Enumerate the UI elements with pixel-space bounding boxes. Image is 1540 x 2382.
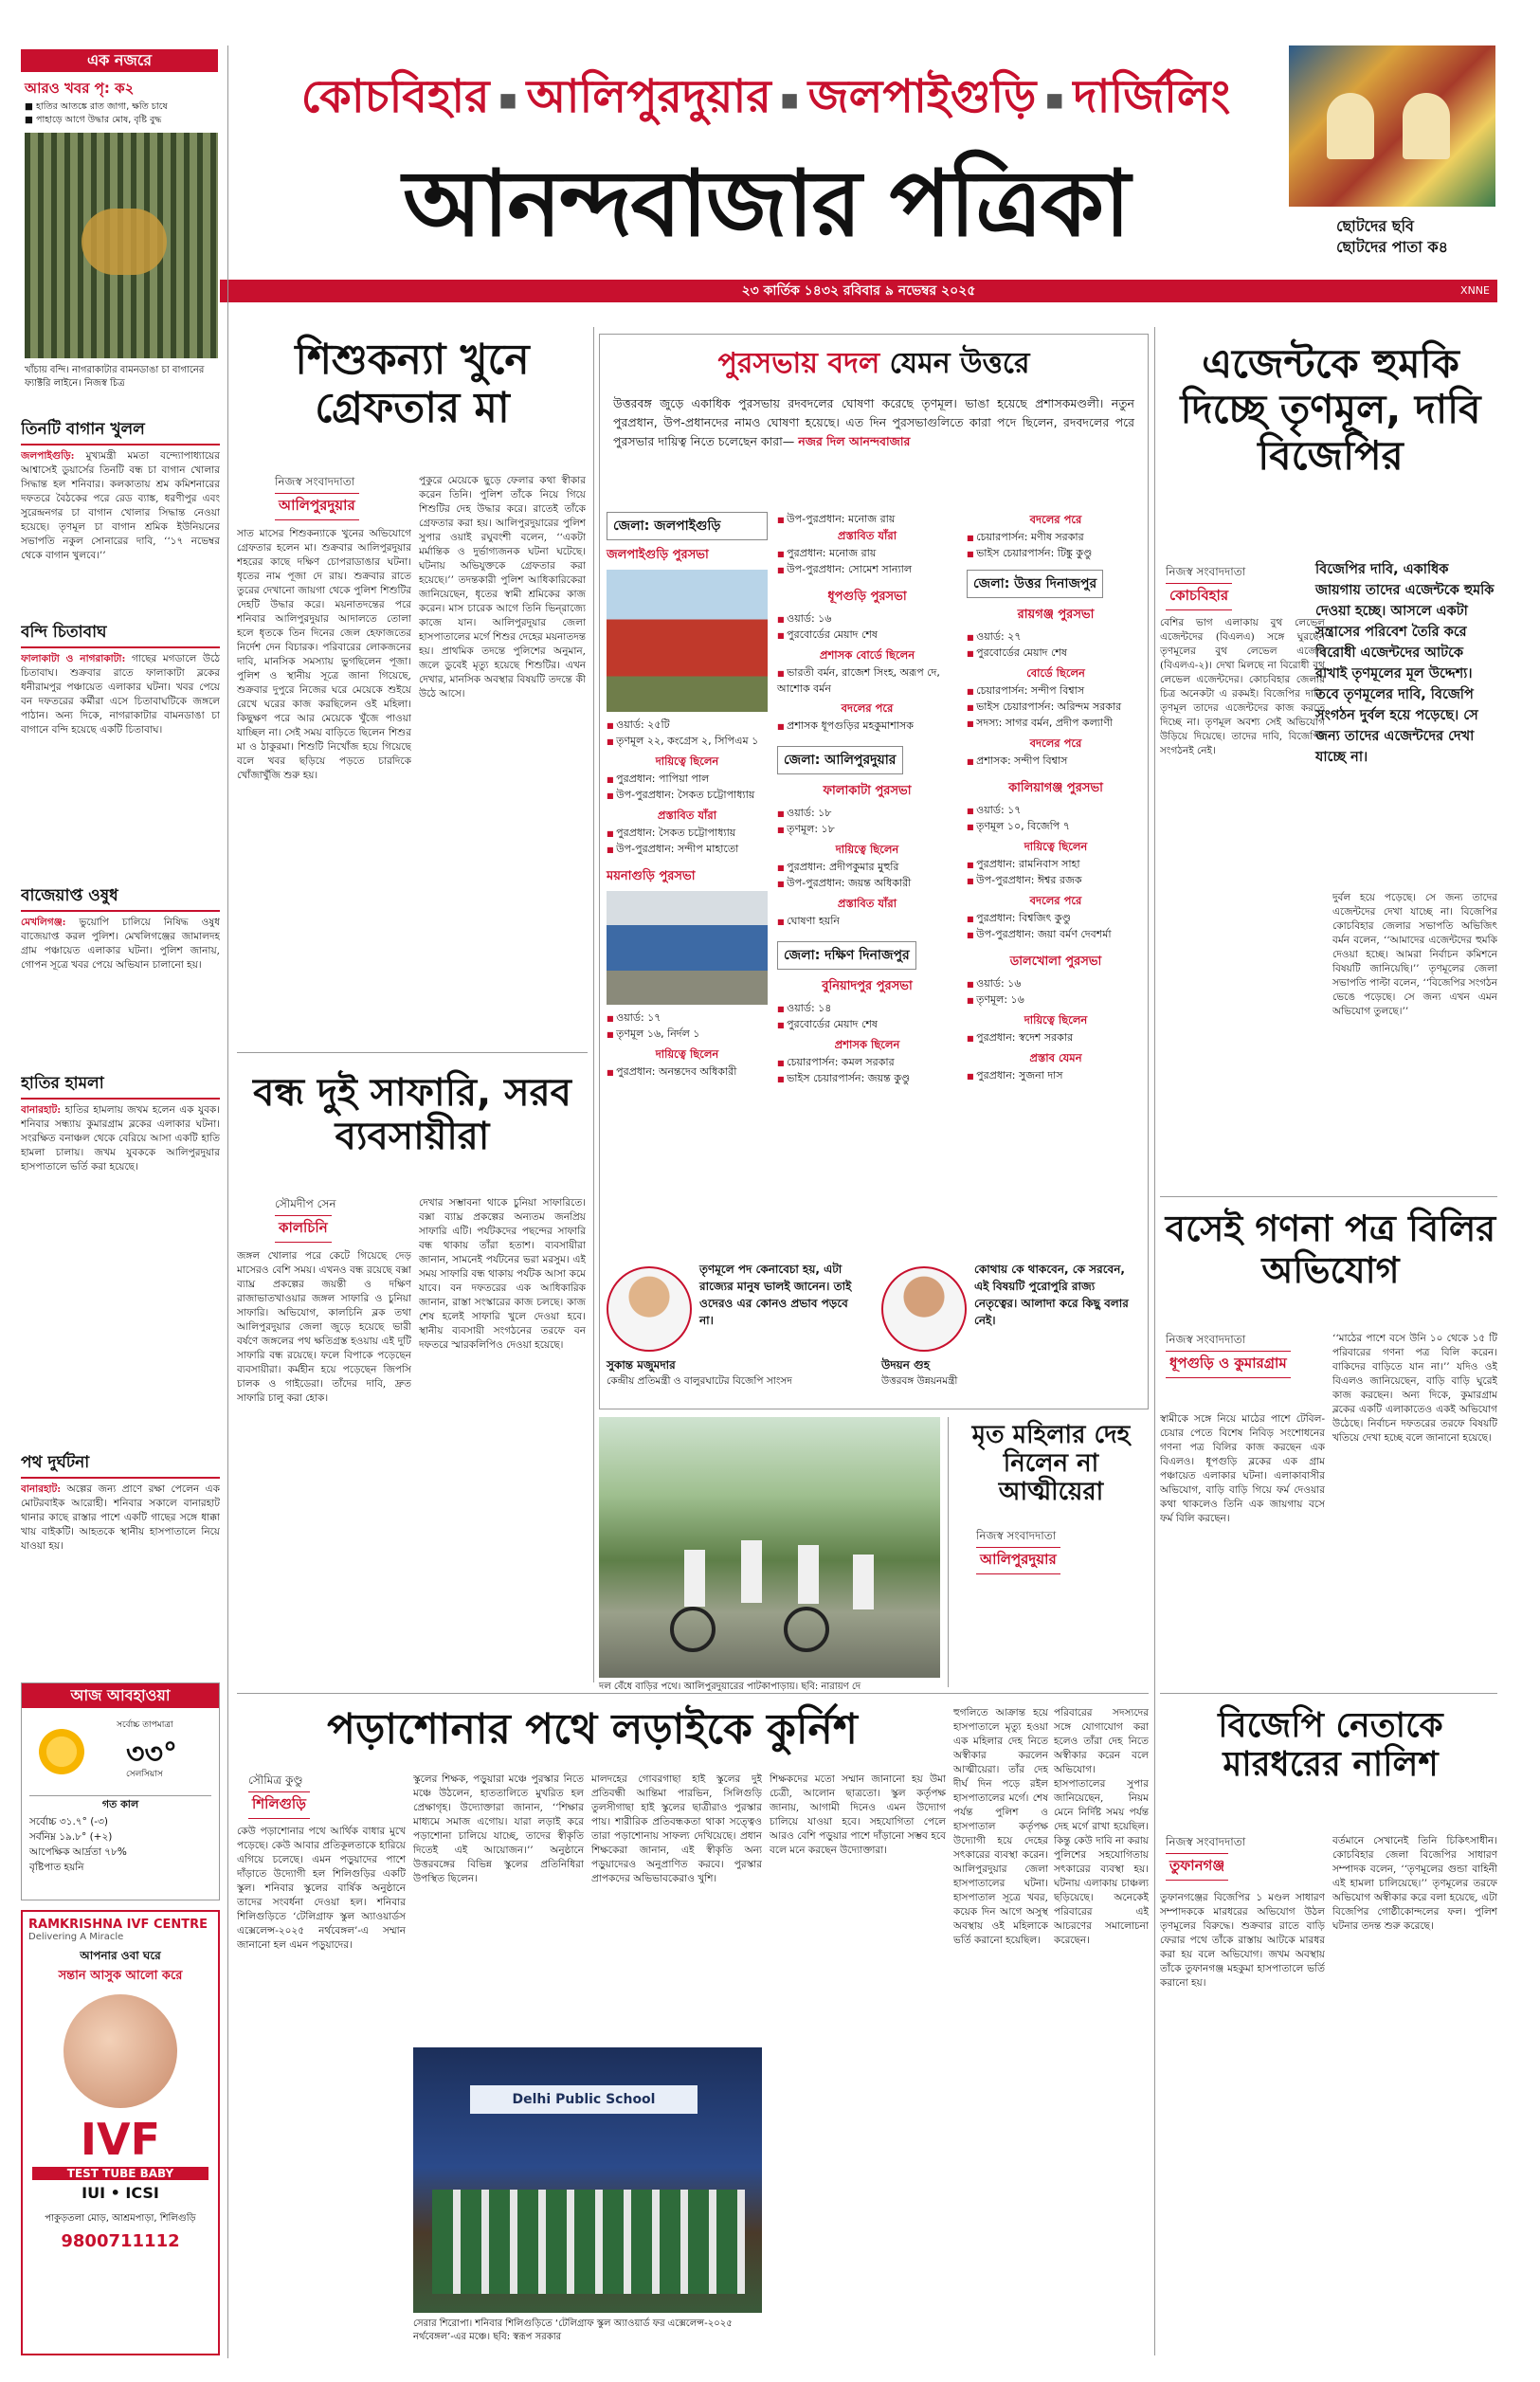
story-d-dateline: কোচবিহার [1166,583,1232,610]
muni-stat: ■ ওয়ার্ড: ২৭ [967,629,1145,646]
cyclist-figure [741,1540,762,1603]
column-rule [948,1417,949,1687]
muni-stat: ■ উপ-পুরপ্রধান: সোমেশ সান্যাল [777,562,957,578]
muni-stat: ■ পুরপ্রধান: রামনিবাস সাহা [967,857,1145,873]
dateline-text: ২৩ কার্তিক ১৪৩২ রবিবার ৯ নভেম্বর ২০২৫ [741,283,976,299]
weather-box [21,1682,220,1900]
story-g-dateline: শিলিগুড়ি [248,1791,310,1819]
muni-stat: ■ চেয়ারপার্সন: সন্দীপ বিশ্বাস [967,683,1145,700]
more-news-link[interactable]: আরও খবর পৃ: ক২ [25,80,135,97]
ad-brand: RAMKRISHNA IVF CENTRE [28,1918,208,1932]
ad-baby-image [63,1994,177,2108]
cyclist-figure [853,1555,874,1609]
side-story-body: মেখলিগঞ্জ: ভুয়োপি চালিয়ে নিষিদ্ধ ওষুধ বাজেয়াপ্ত করল পুলিশ। মেখলিগঞ্জের জামালদহ গ্রাম পঞ্চায়েত এলাকার ঘটনা। পুলিশ জানায়, গোপন সূত্রে খবর পেয়ে অভিযান চালানো হয়। [21,917,220,971]
cyclist-figure [684,1550,705,1607]
muni-stat: ■ ওয়ার্ড: ১৮ [777,806,957,822]
muni-stat: ■ তৃণমূল: ১৬ [967,992,1145,1009]
students-row [432,2190,745,2294]
story-e-col2: ‘‘মাঠের পাশে বসে উনি ১০ থেকে ১৫ টি পরিবারের গণনা পত্র বিলি করেন। বাকিদের বাড়িতে যান না।’’ যদিও ওই বিএলও জানিয়েছেন, বাড়ি বাড়ি ঘুরেই কাজ করছেন। অন্য দিকে, কুমারগ্রাম ব্লকের একটি এলাকাতেও একই অভিযোগ উঠেছে। নির্বাচন দফতরের তরফে বিষয়টি খতিয়ে দেখা হচ্ছে বলে জানানো হয়েছে। [1332,1333,1497,1444]
drawing-figure [1403,93,1450,159]
drawing-figure [1327,93,1374,159]
story-e-headline[interactable]: বসেই গণনা পত্র বিলির অভিযোগ [1165,1208,1496,1291]
muni-stat: ■ পুরবোর্ডের মেয়াদ শেষ [777,1017,957,1033]
sun-icon [35,1725,88,1778]
story-d-col1: বেশির ভাগ এলাকায় বুথ লেভেল এজেন্টদের (বিএলএ) সঙ্গে ঘুরছেন তৃণমূলের বুথ লেভেল এজেন্ট (বিএলএ-২)। দেখা মিলছে না বিরোধী বুথ লেভেল এজেন্টদের। কোচবিহার জেলার চিত্র অনেকটা এ রকমই। বিজেপির দাবি, তৃণমূল তাদের এজেন্টদের কাজ করতে দিচ্ছে না। তৃণমূল অবশ্য সেই অভিযোগ উড়িয়ে দিয়েছে। তাদের দাবি, বিজেপির সংগঠনই নেই। [1160,617,1325,756]
ad-methods: IUI • ICSI [82,2184,159,2202]
column-rule [1154,327,1155,2355]
date-strip [220,280,1497,302]
story-g-headline[interactable]: পড়াশোনার পথে লড়াইকে কুর্নিশ [327,1705,858,1754]
muni-headline[interactable]: পুরসভায় বদল যেমন উত্তরে [717,347,1030,380]
story-f-col1: তুফানগঞ্জের বিজেপির ১ মণ্ডল সাধারণ সম্পাদককে মারধরের অভিযোগ উঠল তৃণমূলের বিরুদ্ধে। শুক্রবার রাতে বাড়ি ফেরার পথে তাঁকে রাস্তায় আটকে মারধর করা হয় বলে অভিযোগ। জখম অবস্থায় তাঁকে তুফানগঞ্জ মহকুমা হাসপাতালে ভর্তি করানো হয়। [1160,1892,1325,1989]
ad-sub: TEST TUBE BABY [32,2167,208,2180]
side-story-title: পথ দুর্ঘটনা [21,1450,220,1479]
side-story-body: ফালাকাটা ও নাগরাকাটা: গাছের মগডালে উঠে চিতাবাঘ। শুক্রবার রাতে ফালাকাটা ব্লকের ধনীরামপুর পঞ্চায়েত এলাকার ঘটনা। খবর পেয়ে বন দফতরের কর্মীরা এসে চিতাবাঘটিকে জঙ্গলে পাঠান। অন্য দিকে, নাগরাকাটার বামনডাঙা চা বাগানে বন্দি হয়েছে একটি চিতাবাঘ। [21,653,220,736]
leopard-shape [82,209,167,275]
story-rule [1160,1196,1497,1197]
muni-sublabel: প্রস্তাবিত যাঁরা [657,809,717,822]
story-rule [1160,1693,1497,1694]
ek-nojore-bullets [25,100,218,127]
muni-stat: ■ চেয়ারপার্সন: কমল সরকার [777,1055,957,1071]
story-c-reporter: নিজস্ব সংবাদদাতা [976,1529,1057,1542]
story-e-dateline: ধূপগুড়ি ও কুমারগ্রাম [1166,1351,1291,1378]
ek-nojore-label: এক নজরে [21,49,218,72]
muni-sublabel: প্রস্তাব যেমন [1029,1051,1082,1064]
side-story-title: বন্দি চিতাবাঘ [21,620,220,648]
muni-sublabel: বদলের পরে [1029,513,1082,526]
story-b-col1: জঙ্গল খোলার পরে কেটে গিয়েছে দেড় মাসেরও বেশি সময়। এখনও বন্ধ রয়েছে বক্সা ব্যাঘ্র প্রকল্পের জয়ন্তী ও দক্ষিণ রাজাভাতখাওয়ার জঙ্গল সাফারি ও চুনিয়া সাফারি। অভিযোগ, কালচিনি ব্লক তথা আলিপুরদুয়ার জেলা জুড়ে হয়েছে ভারী বর্ষণে জঙ্গলের পথ ক্ষতিগ্রস্ত হওয়ায় এই দুটি সাফারি বন্ধ রয়েছে। ফলে বিপাকে পড়েছেন ব্যবসায়ীরা। কর্মহীন হয়ে পড়েছেন জিপসি চালক ও গাইডেরা। তাঁদের দাবি, দ্রুত সাফারি চালু করা হোক। [237,1250,411,1404]
side-story-body: জলপাইগুড়ি: মুখ্যমন্ত্রী মমতা বন্দ্যোপাধ্যায়ের আশ্বাসেই ডুয়ার্সের তিনটি বন্ধ চা বাগান খোলার সিদ্ধান্ত হল শনিবার। কলকাতায় শ্রম কমিশনারের দফতরে বৈঠকের পরে রেড ব্যাঙ্ক, ধরণীপুর এবং সুরেন্দ্রনগর চা বাগান খোলার সিদ্ধান্ত নেওয়া হয়েছে। তৃণমূল চা বাগান শ্রমিক ইউনিয়নের সভাপতি নকুল সোনারের দাবি, ‘‘১৭ নভেম্বর থেকে বাগান খুলবে।’’ [21,450,220,561]
muni-stat: ■ সদস্য: সাগর বর্মন, প্রদীপ কল্যাণী [967,716,1145,732]
district-label: জেলা: উত্তর দিনাজপুর [967,570,1103,598]
story-b-col2: দেখার সম্ভাবনা থাকে চুনিয়া সাফারিতে। বক্সা ব্যাঘ্র প্রকল্পের অন্যতম জনপ্রিয় সাফারি এটি। পর্যটকদের পছন্দের সাফারি বন্ধ থাকায় তাঁরা হতাশ। ব্যবসায়ীরা জানান, সামনেই পর্যটনের ভরা মরসুম। এই সময় সাফারি বন্ধ থাকায় পর্যটক আসা কমে যাবে। বন দফতরের এক আধিকারিক জানান, রাস্তা সংস্কারের কাজ চলছে। কাজ শেষ হলেই সাফারি খুলে দেওয়া হবে। স্থানীয় ব্যবসায়ী সংগঠনের তরফে বন দফতরে স্মারকলিপিও দেওয়া হয়েছে। [419,1197,586,1351]
muni-stat: ■ উপ-পুরপ্রধান: মনোজ রায় [777,512,957,528]
ivf-ad[interactable] [21,1910,220,2355]
muni-stat: ■ পুরপ্রধান: সুজনা দাস [967,1068,1145,1084]
muni-stat: ■ প্রশাসক ধূপগুড়ির মহকুমাশাসক [777,718,957,735]
story-d-reporter: নিজস্ব সংবাদদাতা [1166,565,1246,578]
quote-text: তৃণমূলে পদ কেনাবেচা হয়, এটা রাজ্যের মানুষ ভালই জানেন। তাই ওদেরও এর কোনও প্রভাব পড়বে না। [699,1263,852,1327]
side-story-body: বানারহাট: অল্পের জন্য প্রাণে রক্ষা পেলেন এক মোটরবাইক আরোহী। শনিবার সকালে বানারহাট থানার কাছে রাস্তার পাশে একটি গাছের সঙ্গে ধাক্কা খায় বাইকটি। আহতকে স্থানীয় হাসপাতালে নিয়ে যাওয়া হয়। [21,1483,220,1552]
muni-stat: ■ পুরবোর্ডের মেয়াদ শেষ [967,646,1145,662]
ad-line: আপনার ওবা ঘরে [80,1949,161,1962]
district-label: জেলা: জলপাইগুড়ি [607,512,768,540]
column-rule [593,327,594,1682]
award-banner: Delhi Public School [470,2085,698,2114]
quote-name: সুকান্ত মজুমদার [607,1358,676,1372]
story-d-headline[interactable]: এজেন্টকে হুমকি দিচ্ছে তৃণমূল, দাবি বিজেপির [1180,340,1481,479]
edition-code: XNNE [1460,284,1490,297]
muni-title: ডালখোলা পুরসভা [1009,955,1102,969]
muni-stat: ■ উপ-পুরপ্রধান: ঈশ্বর রজক [967,873,1145,889]
muni-stat: ■ ওয়ার্ড: ১৭ [967,803,1145,819]
quote-text: কোথায় কে থাকবেন, কে সরবেন, এই বিষয়টি পুরোপুরি রাজ্য নেতৃত্বের। আলাদা করে কিছু বলার নেই। [974,1263,1129,1327]
story-g-col3: মালদহের গোবরগাছা হাই স্কুলের দুই প্রতিবন্ধী আন্তিমা পারভিন, সিলিগুড়ি তুলসীগাছা হাই স্কুলের ছাত্রীরাও পুরস্কার পায়। শারীরিক প্রতিবন্ধকতা থাকা সত্ত্বেও তারা পড়াশোনায় সাফল্য দেখিয়েছে। প্রধান শিক্ষকেরা জানান, এই স্বীকৃতি অন্য পড়ুয়াদেরও অনুপ্রাণিত করবে। পুরস্কার প্রাপকদের অভিভাবকেরাও খুশি। [591,1773,762,1884]
region-separator: ■ [780,88,799,111]
story-c-headline[interactable]: মৃত মহিলার দেহ নিলেন না আত্মীয়েরা [971,1421,1131,1506]
muni-title: রায়গঞ্জ পুরসভা [1017,608,1095,622]
jalpaiguri-municipality-photo [607,570,768,712]
muni-stat: ■ ভারতী বর্মন, রাজেশ সিংহ, অরূপ দে, আশোক বর্মন [777,665,957,697]
muni-stat: ■ পুরপ্রধান: পাপিয়া পাল [607,772,768,788]
muni-stat: ■ পুরপ্রধান: অনন্তদেব অধিকারী [607,1064,768,1081]
muni-stat: ■ তৃণমূল ২২, কংগ্রেস ২, সিপিএম ১ [607,734,768,750]
muni-title: ধূপগুড়ি পুরসভা [827,590,907,604]
weather-row: সর্বোচ্চ ৩১.৭° (-৩) [29,1816,109,1827]
side-story-title: বাজেয়াপ্ত ওষুধ [21,883,220,912]
district-label: জেলা: দক্ষিণ দিনাজপুর [777,941,916,970]
muni-stat: ■ পুরবোর্ডের মেয়াদ শেষ [777,627,957,644]
ad-line: সন্তান আসুক আলো করে [58,1969,183,1983]
ad-ivf-big: IVF [80,2114,161,2165]
muni-col1 [607,512,768,1081]
quote-role: কেন্দ্রীয় প্রতিমন্ত্রী ও বালুরঘাটের বিজেপি সাংসদ [607,1375,792,1387]
left-rail-accident [21,1450,220,1668]
girls-cycling-photo [599,1417,940,1678]
muni-sublabel: বদলের পরে [841,701,894,715]
muni-title: ফালাকাটা পুরসভা [823,784,912,798]
region-coochbehar: কোচবিহার [300,69,490,123]
ad-phone[interactable]: 9800711112 [61,2231,180,2251]
story-a-headline[interactable]: শিশুকন্যা খুনে গ্রেফতার মা [295,336,530,432]
story-b-reporter: সৌমদীপ সেন [275,1197,336,1210]
story-c-col2: পরিবারের সদস্যদের সঙ্গে যোগাযোগ করা হলেও তাঁরা দেহ নিতে অস্বীকার করেন বলে অভিযোগ। হাসপাতালের সুপার জানিয়েছেন, নিয়ম মেনে নির্দিষ্ট সময় পর্যন্ত দেহ মর্গে রাখা হয়েছিল। কিন্তু কেউ দাবি না করায় পুলিশের সহযোগিতায় সৎকারের ব্যবস্থা হয়। ঘটনায় এলাকায় চাঞ্চল্য ছড়িয়েছে। অনেকেই পরিবারের এই আচরণের সমালোচনা করেছেন। [1054,1707,1149,1946]
muni-title: বুনিয়াদপুর পুরসভা [822,979,913,993]
district-label: জেলা: আলিপুরদুয়ার [777,746,903,774]
max-temp-label: সর্বোচ্চ তাপমাত্রা [117,1720,173,1730]
sukanta-photo [607,1266,692,1352]
bicycle-wheel [670,1607,716,1652]
quote-role: উত্তরবঙ্গ উন্নয়নমন্ত্রী [881,1375,958,1387]
temp-unit: সেলসিয়াস [126,1770,163,1779]
story-a-dateline: আলিপুরদুয়ার [275,493,359,520]
promo-line: ছোটদের ছবি [1336,217,1414,235]
muni-sublabel: দায়িত্বে ছিলেন [655,755,719,768]
muni-title: কালিয়াগঞ্জ পুরসভা [1008,781,1103,795]
bullet-item: ■ হাতির আতঙ্কে রাত জাগা, ক্ষতি চাষে [25,101,168,112]
story-e-col1: স্বামীকে সঙ্গে নিয়ে মাঠের পাশে টেবিল-চেয়ার পেতে বিশেষ নিবিড় সংশোধনের গণনা পত্র বিলির কাজ করছেন এক বিএলও। ধূপগুড়ি ব্লকের এক গ্রাম পঞ্চায়েত এলাকার ঘটনা। এলাকাবাসীর অভিযোগ, বাড়ি বাড়ি গিয়ে ফর্ম দেওয়ার কথা থাকলেও তিনি এক জায়গায় বসে ফর্ম বিলি করছেন। [1160,1413,1325,1524]
kids-promo[interactable] [1336,216,1497,258]
muni-intro: উত্তরবঙ্গ জুড়ে একাধিক পুরসভায় রদবদলের ঘোষণা করেছে তৃণমূল। ভাঙা হয়েছে প্রশাসকমণ্ডলী। নতুন পুরপ্রধান, উপ-প্রধানদের নামও ঘোষণা হয়েছে। এত দিন পুরসভাগুলিতে কারা পদে ছিলেন, রদবদলের পরে পুরসভার দায়িত্ব নিতে চলেছেন কারা— নজর দিল আনন্দবাজার [613,396,1134,448]
quote-left-box [607,1261,862,1403]
muni-stat: ■ উপ-পুরপ্রধান: জয়ন্ত অধিকারী [777,876,957,892]
region-separator: ■ [498,88,517,111]
muni-stat: ■ পুরপ্রধান: মনোজ রায় [777,546,957,562]
story-f-col2: বর্তমানে সেখানেই তিনি চিকিৎসাধীন। কোচবিহার জেলা বিজেপির সাধারণ সম্পাদক বলেন, ‘‘তৃণমূলের গুন্ডা বাহিনী এই হামলা চালিয়েছে।’’ তৃণমূলের তরফে অভিযোগ অস্বীকার করে বলা হয়েছে, এটা বিজেপির গোষ্ঠীকোন্দলের ফল। পুলিশ ঘটনার তদন্ত শুরু করেছে। [1332,1835,1497,1932]
muni-stat: ■ উপ-পুরপ্রধান: সন্দীপ মাহাতো [607,842,768,858]
story-b-headline[interactable]: বন্ধ দুই সাফারি, সরব ব্যবসায়ীরা [253,1071,571,1158]
story-d-pullquote: বিজেপির দাবি, একাধিক জায়গায় তাদের এজেন্টকে হুমকি দেওয়া হচ্ছে। আসলে একটা সন্ত্রাসের পরিবেশ তৈরি করে বিরোধী এজেন্টদের আটকে রাখাই তৃণমূলের মূল উদ্দেশ্য। তবে তৃণমূলের দাবি, বিজেপি সংগঠন দুর্বল হয়ে পড়েছে। সে জন্য তাদের এজেন্টদের দেখা যাচ্ছে না। [1315,562,1495,765]
story-g-col2: স্কুলের শিক্ষক, পড়ুয়ারা মঞ্চে পুরস্কার নিতে মঞ্চে উঠলেন, হাততালিতে মুখরিত হল প্রেক্ষাগৃহ। উদ্যোক্তারা জানান, ‘‘শিক্ষার মাধ্যমে সমাজ এগোয়। যারা লড়াই করে পড়াশোনা চালিয়ে যাচ্ছে, তাদের স্বীকৃতি দিতেই এই আয়োজন।’’ অনুষ্ঠানে উত্তরবঙ্গের বিভিন্ন স্কুলের প্রতিনিধিরা উপস্থিত ছিলেন। [413,1773,584,1884]
muni-stat: ■ প্রশাসক: সন্দীপ বিশ্বাস [967,754,1145,770]
muni-stat: ■ চেয়ারপার্সন: মণীষ সরকার [967,530,1145,546]
promo-line: ছোটদের পাতা ক৪ [1336,238,1449,256]
left-rail-stories [21,417,220,1441]
muni-sublabel: দায়িত্বে ছিলেন [655,1047,719,1061]
leopard-photo-caption: খাঁচায় বন্দি। নাগরাকাটার বামনডাঙা চা বাগানের ফ্যাক্টরি লাইনে। নিজস্ব চিত্র [25,365,205,389]
weather-rows [29,1814,211,1875]
newspaper-title: আনন্দবাজার পত্রিকা [403,150,1129,257]
region-jalpaiguri: জলপাইগুড়ি [807,69,1037,123]
muni-sublabel: বদলের পরে [1029,894,1082,907]
muni-stat: ■ ওয়ার্ড: ১৬ [777,611,957,627]
muni-stat: ■ উপ-পুরপ্রধান: জয়া বর্মণ দেবশর্মা [967,927,1145,943]
story-f-headline[interactable]: বিজেপি নেতাকে মারধরের নালিশ [1218,1706,1443,1785]
muni-sublabel: প্রশাসক ছিলেন [834,1038,900,1051]
mainaguri-municipality-photo [607,891,768,1005]
muni-stat: ■ ভাইস চেয়ারপার্সন: অরিন্দম সরকার [967,700,1145,716]
muni-stat: ■ উপ-পুরপ্রধান: সৈকত চট্টোপাধ্যায় [607,788,768,804]
story-rule [237,1693,1149,1694]
story-c-col1: হুগলিতে আক্রান্ত হয়ে হাসপাতালে মৃত্যু হওয়া এক মহিলার দেহ নিতে অস্বীকার করলেন আত্মীয়েরা। তাঁর দেহ দীর্ঘ দিন পড়ে রইল হাসপাতালের মর্গে। শেষ পর্যন্ত পুলিশ ও হাসপাতাল কর্তৃপক্ষ উদ্যোগী হয়ে দেহের সৎকারের ব্যবস্থা করেন। আলিপুরদুয়ার জেলা হাসপাতালের ঘটনা। হাসপাতাল সূত্রে খবর, কয়েক দিন আগে অসুস্থ অবস্থায় ওই মহিলাকে ভর্তি করানো হয়েছিল। [953,1707,1048,1946]
muni-sublabel: প্রস্তাবিত যাঁরা [837,897,897,910]
muni-stat: ■ ওয়ার্ড: ১৬ [967,976,1145,992]
quote-right-box [881,1261,1142,1403]
region-banner [254,66,1277,133]
story-d-col2: দুর্বল হয়ে পড়েছে। সে জন্য তাদের এজেন্টদের দেখা যাচ্ছে না। বিজেপির কোচবিহার জেলার সভাপতি অভিজিৎ বর্মন বলেন, ‘‘আমাদের এজেন্টদের হুমকি দেওয়া হচ্ছে। আমরা নির্বাচন কমিশনে বিষয়টি জানিয়েছি।’’ তৃণমূলের জেলা সভাপতি পাল্টা বলেন, ‘‘বিজেপির সংগঠন ভেঙে পড়েছে। সে জন্য এখন এমন অভিযোগ তুলছে।’’ [1332,892,1497,1017]
story-e-reporter: নিজস্ব সংবাদদাতা [1166,1333,1246,1346]
award-ceremony-photo [413,2047,762,2313]
story-a-col1: সাত মাসের শিশুকন্যাকে খুনের অভিযোগে গ্রেফতার হলেন মা। শুক্রবার আলিপুরদুয়ার শহরের কাছে দক্ষিণ চোপরাডাঙার ঘটনা। ধৃতের নাম পূজা দে রায়। শুক্রবার রাতে তুরের দেখানো জায়গা থেকে পুলিশ শিশুটির দেহটি উদ্ধার করে। ময়নাতদন্তের পরে শনিবার আলিপুরদুয়ার আদালতে তোলা হলে ধৃতকে তিন দিনের জেল হেফাজতের নির্দেশ দেন বিচারক। পরিবারের লোকজনের দাবি, মানসিক সমস্যায় ভুগছিলেন পূজা। পুলিশ ও স্থানীয় সূত্রে জানা গিয়েছে, শুক্রবার দুপুরে নিজের ঘরে মেয়েকে শুইয়ে রেখে ঘরের কাজ করছিলেন ওই মহিলা। কিছুক্ষণ পরে আর মেয়েকে খুঁজে পাওয়া যাচ্ছিল না। সেই সময় বাড়িতে ছিলেন শিশুর মা ও ঠাকুরমা। শিশুটি নিখোঁজ হয়ে গিয়েছে বলে খবর ছড়িয়ে পড়তে চারদিকে খোঁজাখুঁজি শুরু হয়। [237,528,411,781]
muni-stat: ■ ভাইস চেয়ারপার্সন: টিঙ্কু কুণ্ডু [967,546,1145,562]
muni-sublabel: দায়িত্বে ছিলেন [835,843,899,856]
muni-stat: ■ ওয়ার্ড: ২৫টি [607,718,768,734]
region-separator: ■ [1045,88,1064,111]
weather-row: আপেক্ষিক আর্দ্রতা ৭৮% [29,1846,127,1858]
muni-sublabel: দায়িত্বে ছিলেন [1024,1013,1088,1027]
muni-stat: ■ পুরপ্রধান: স্বদেশ সরকার [967,1030,1145,1046]
udayan-photo [881,1266,967,1352]
muni-sublabel: প্রস্তাবিত যাঁরা [837,529,897,542]
muni-title: ময়নাগুড়ি পুরসভা [607,869,696,883]
story-a-reporter: নিজস্ব সংবাদদাতা [275,475,355,488]
muni-stat: ■ তৃণমূল ১৬, নির্দল ১ [607,1027,768,1043]
cyclist-figure [798,1545,819,1604]
max-temp: ৩৩° [126,1737,178,1771]
column-rule [227,45,228,2358]
yesterday-label: গত কাল [29,1795,211,1814]
award-photo-caption: সেরার শিরোপা। শনিবার শিলিগুড়িতে ‘টেলিগ্রাফ স্কুল অ্যাওয়ার্ড ফর এক্সেলেন্স-২০২৫ নর্থবেঙ্গল’-এর মঞ্চে। ছবি: স্বরূপ সরকার [413,2318,733,2342]
region-darjeeling: দার্জিলিং [1073,69,1231,123]
ad-address: পাকুড়তলা মোড়, আশ্রমপাড়া, শিলিগুড়ি [45,2213,196,2224]
ek-nojore-tag [21,49,218,72]
muni-title: জলপাইগুড়ি পুরসভা [607,548,709,562]
quote-name: উদয়ন গুহ [881,1358,931,1372]
muni-stat: ■ পুরপ্রধান: প্রদীপকুমার মুহুরি [777,860,957,876]
region-alipurduar: আলিপুরদুয়ার [526,69,771,123]
kids-drawing-image [1289,45,1495,207]
story-b-dateline: কালচিনি [275,1215,332,1243]
weather-row: বৃষ্টিপাত হয়নি [29,1862,84,1873]
muni-stat: ■ পুরপ্রধান: সৈকত চট্টোপাধ্যায় [607,826,768,842]
muni-stat: ■ ভাইস চেয়ারপার্সন: জয়ন্ত কুণ্ডু [777,1071,957,1087]
story-a-col2: পুকুরে মেয়েকে ছুড়ে ফেলার কথা স্বীকার করেন তিনি। পুলিশ তাঁকে নিয়ে গিয়ে শিশুটির দেহ উদ্ধার করে। রাতেই তাঁকে গ্রেফতার করা হয়। আলিপুরদুয়ারের পুলিশ সুপার ওয়াই রঘুবংশী বলেন, ‘‘একটা মর্মান্তিক ও দুর্ভাগ্যজনক ঘটনা ঘটেছে। ঘটনায় অভিযুক্তকে গ্রেফতার করা হয়েছে।’’ তদন্তকারী পুলিশ আধিকারিকেরা জানিয়েছেন, ধৃতের স্বামী শ্রমিকের কাজ করেন। মাস চারেক আগে তিনি ভিন্‌রাজ্যে কাজে যান। আলিপুরদুয়ার জেলা হাসপাতালের মর্গে শিশুর দেহের ময়নাতদন্ত হয়। প্রাথমিক তদন্তে পুলিশের অনুমান, জলে ডুবেই মৃত্যু হয়েছে শিশুটির। এখন দেখার, মানসিক অবস্থার বিষয়টি তদন্তে কী উঠে আসে। [419,475,586,700]
muni-stat: ■ ওয়ার্ড: ১৪ [777,1001,957,1017]
muni-sublabel: বদলের পরে [1029,736,1082,750]
muni-stat: ■ ঘোষণা হয়নি [777,914,957,930]
muni-col2 [777,512,957,1087]
muni-col3 [967,512,1145,1084]
story-rule [237,1052,588,1053]
muni-stat: ■ পুরপ্রধান: বিশ্বজিৎ কুণ্ডু [967,911,1145,927]
side-story-body: বানারহাট: হাতির হামলায় জখম হলেন এক যুবক। শনিবার সন্ধ্যায় কুমারগ্রাম ব্লকের এলাকার ঘটনা। সংরক্ষিত বনাঞ্চল থেকে বেরিয়ে আসা একটি হাতি হামলা চালায়। জখম যুবককে আলিপুরদুয়ার হাসপাতালে ভর্তি করা হয়েছে। [21,1104,220,1173]
side-story-title: হাতির হামলা [21,1071,220,1100]
bicycle-wheel [784,1607,829,1652]
weather-row: সর্বনিম্ন ১৯.৮° (+২) [29,1831,113,1843]
side-story-title: তিনটি বাগান খুলল [21,417,220,445]
story-g-col4: শিক্ষকদের মতো সম্মান জানানো হয় উমা চেত্রী, আলোন ছাত্রতো। স্কুল কর্তৃপক্ষ জানায়, আগামী দিনেও এমন উদ্যোগ চালিয়ে যাওয়া হবে। সহযোগিতা পেলে আরও বেশি পড়ুয়ার পাশে দাঁড়ানো সম্ভব হবে বলে মনে করছেন উদ্যোক্তারা। [770,1773,946,1856]
weather-title: আজ আবহাওয়া [22,1683,219,1708]
muni-stat: ■ তৃণমূল ১০, বিজেপি ৭ [967,819,1145,835]
story-g-reporter: সৌমিত্র কুণ্ডু [248,1773,303,1787]
muni-sublabel: দায়িত্বে ছিলেন [1024,840,1088,853]
story-f-dateline: তুফানগঞ্জ [1166,1853,1228,1881]
caged-leopard-photo [25,133,218,358]
bullet-item: ■ পাহাড়ে আগে উদ্ধার মোষ, বৃষ্টি বুদ্ধ [25,115,162,125]
muni-stat: ■ তৃণমূল: ১৮ [777,822,957,838]
muni-stat: ■ ওয়ার্ড: ১৭ [607,1010,768,1027]
ad-tagline: Delivering A Miracle [28,1932,124,1942]
story-c-dateline: আলিপুরদুয়ার [976,1547,1060,1574]
muni-sublabel: প্রশাসক বোর্ডে ছিলেন [819,648,915,662]
story-g-col1: কেউ পড়াশোনার পথে আর্থিক বাধার মুখে পড়েছে। কেউ আবার প্রতিকূলতাকে হারিয়ে এগিয়ে চলেছে। এমন পড়ুয়াদের পাশে দাঁড়াতে উদ্যোগী হল শিলিগুড়ির একটি স্কুল। শনিবার স্কুলের বার্ষিক অনুষ্ঠানে তাদের সংবর্ধনা দেওয়া হল। শনিবার শিলিগুড়িতে ‘টেলিগ্রাফ স্কুল অ্যাওয়ার্ডস এক্সেলেন্স-২০২৫ নর্থবেঙ্গল’-এ সম্মান জানানো হল এমন পড়ুয়াদের। [237,1826,406,1951]
muni-sublabel: বোর্ডে ছিলেন [1026,666,1085,680]
story-f-reporter: নিজস্ব সংবাদদাতা [1166,1835,1246,1848]
cycling-photo-caption: দল বেঁধে বাড়ির পথে। আলিপুরদুয়ারের পাটকাপাড়ায়। ছবি: নারায়ণ দে [599,1682,861,1692]
